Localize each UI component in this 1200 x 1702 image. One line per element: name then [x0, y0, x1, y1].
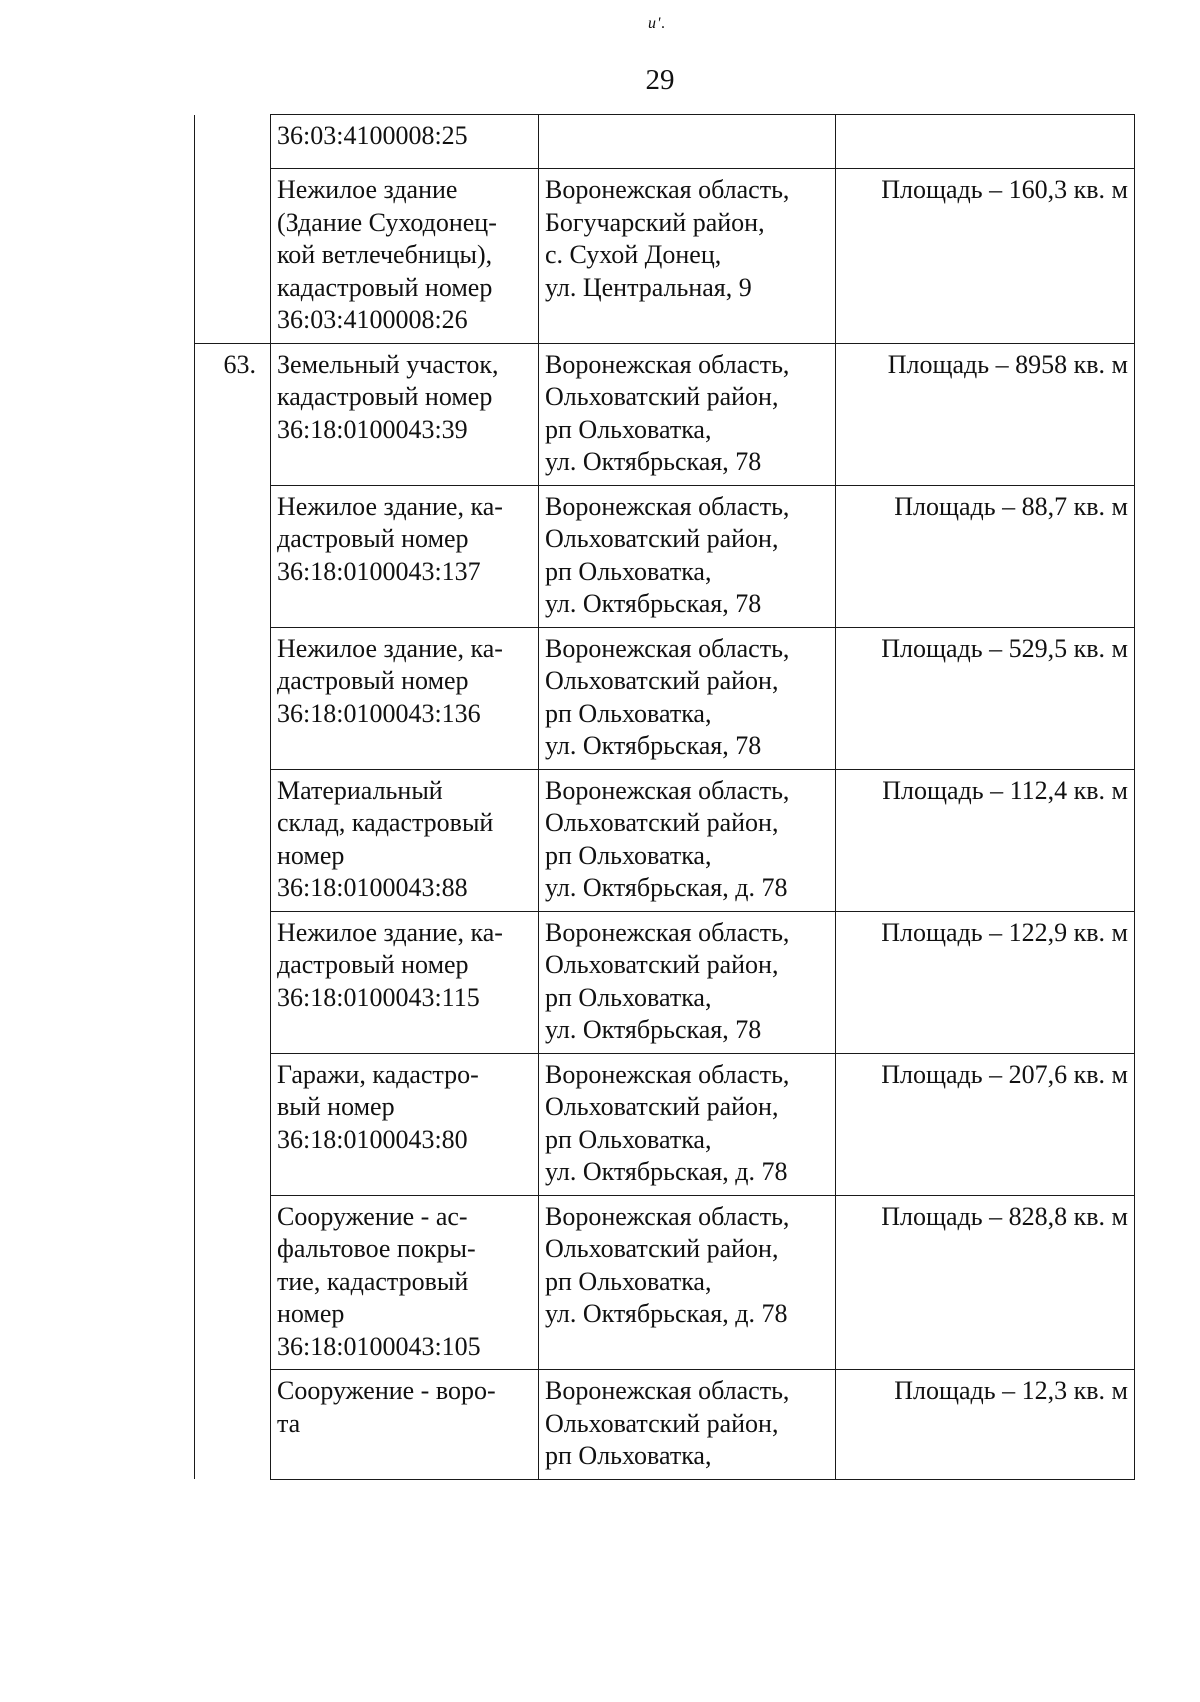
address-line: ул. Октябрьская, д. 78 [545, 873, 788, 902]
row-number-cell [195, 1195, 271, 1370]
address-line: Воронежская область, [545, 349, 790, 379]
address-line: с. Сухой Донец, [545, 240, 722, 269]
description-line: кадастровый номер [277, 272, 493, 302]
area-value: Площадь – 207,6 кв. м [881, 1059, 1128, 1089]
table-row [195, 485, 1135, 627]
address-line: Ольховатский район, [545, 524, 779, 553]
object-description-cell [271, 1195, 539, 1370]
description-line: 36:18:0100043:105 [277, 1331, 481, 1361]
description-line: дастровый номер [277, 524, 469, 553]
description-line: 36:18:0100043:80 [277, 1124, 468, 1154]
address-line: Ольховатский район, [545, 950, 779, 979]
row-number-cell [195, 115, 271, 169]
address-cell [539, 1370, 836, 1480]
registry-table-body [195, 115, 1135, 1480]
address-line: рп Ольховатка, [545, 556, 712, 586]
address-line: ул. Октябрьская, 78 [545, 1015, 762, 1044]
address-cell [539, 769, 836, 911]
address-line: Богучарский район, [545, 207, 765, 237]
description-line: Сооружение - воро- [277, 1376, 496, 1405]
address-cell [539, 115, 836, 169]
address-line: ул. Октябрьская, д. 78 [545, 1299, 788, 1328]
area-cell [836, 1053, 1135, 1195]
address-line: Воронежская область, [545, 775, 790, 805]
object-description-cell [271, 485, 539, 627]
description-line: та [277, 1408, 301, 1438]
address-cell [539, 627, 836, 769]
address-cell [539, 343, 836, 485]
address-line: ул. Октябрьская, 78 [545, 731, 762, 760]
table-row [195, 169, 1135, 344]
description-line: тие, кадастровый [277, 1266, 469, 1296]
area-cell [836, 343, 1135, 485]
description-line: вый номер [277, 1092, 395, 1121]
row-number-cell [195, 627, 271, 769]
description-line: (Здание Суходонец- [277, 207, 497, 237]
area-cell [836, 627, 1135, 769]
area-value: Площадь – 122,9 кв. м [881, 917, 1128, 947]
row-number-cell: 63. [195, 343, 271, 485]
handwritten-mark: и'. [648, 15, 667, 32]
description-line: дастровый номер [277, 666, 469, 695]
row-number-cell [195, 1370, 271, 1480]
table-row [195, 343, 1135, 485]
description-line: Сооружение - ас- [277, 1201, 468, 1231]
area-cell [836, 115, 1135, 169]
description-line: 36:18:0100043:136 [277, 698, 481, 728]
area-value: Площадь – 12,3 кв. м [894, 1376, 1128, 1405]
description-line: фальтовое покры- [277, 1234, 476, 1263]
address-line: Воронежская область, [545, 633, 790, 663]
area-value: Площадь – 8958 кв. м [887, 349, 1128, 379]
area-value: Площадь – 160,3 кв. м [881, 175, 1128, 204]
description-line: номер [277, 1299, 345, 1328]
table-row [195, 1195, 1135, 1370]
area-cell [836, 169, 1135, 344]
address-line: ул. Октябрьская, 78 [545, 447, 762, 476]
address-cell [539, 1053, 836, 1195]
address-line: Воронежская область, [545, 917, 790, 947]
table-row [195, 769, 1135, 911]
address-line: рп Ольховатка, [545, 1124, 712, 1154]
area-value: Площадь – 529,5 кв. м [881, 633, 1128, 663]
address-line: ул. Октябрьская, 78 [545, 589, 762, 618]
description-line: 36:18:0100043:115 [277, 982, 480, 1012]
address-line: рп Ольховатка, [545, 698, 712, 728]
address-line: ул. Центральная, 9 [545, 272, 752, 302]
description-line: Нежилое здание, ка- [277, 491, 503, 521]
description-line: 36:18:0100043:137 [277, 556, 481, 586]
address-line: Ольховатский район, [545, 666, 779, 695]
description-line: Нежилое здание, ка- [277, 633, 503, 663]
address-line: Ольховатский район, [545, 808, 779, 837]
description-line: Материальный [277, 775, 443, 805]
object-description-cell [271, 627, 539, 769]
description-line: Земельный участок, [277, 349, 499, 379]
address-line: Воронежская область, [545, 491, 790, 521]
object-description-cell [271, 343, 539, 485]
object-description-cell [271, 169, 539, 344]
address-line: Воронежская область, [545, 175, 790, 204]
description-line: кой ветлечебницы), [277, 240, 493, 269]
table-row [195, 627, 1135, 769]
area-cell [836, 1370, 1135, 1480]
address-line: Воронежская область, [545, 1201, 790, 1231]
description-line: 36:03:4100008:25 [277, 121, 468, 150]
area-cell [836, 485, 1135, 627]
row-number-cell [195, 485, 271, 627]
description-line: Нежилое здание, ка- [277, 917, 503, 947]
address-cell [539, 169, 836, 344]
description-line: кадастровый номер [277, 382, 493, 411]
address-line: рп Ольховатка, [545, 982, 712, 1012]
object-description-cell [271, 1053, 539, 1195]
description-line: Гаражи, кадастро- [277, 1059, 479, 1089]
description-line: 36:18:0100043:88 [277, 873, 468, 902]
description-line: 36:18:0100043:39 [277, 414, 468, 444]
object-description-cell [271, 769, 539, 911]
row-number-cell [195, 911, 271, 1053]
address-line: рп Ольховатка, [545, 1266, 712, 1296]
table-row [195, 115, 1135, 169]
row-number-cell [195, 769, 271, 911]
address-cell [539, 911, 836, 1053]
description-line: 36:03:4100008:26 [277, 305, 468, 334]
row-number-cell [195, 1053, 271, 1195]
address-line: рп Ольховатка, [545, 414, 712, 444]
description-line: склад, кадастровый [277, 808, 494, 837]
address-line: Ольховатский район, [545, 1408, 779, 1438]
description-line: дастровый номер [277, 950, 469, 979]
object-description-cell [271, 115, 539, 169]
address-cell [539, 1195, 836, 1370]
address-line: Ольховатский район, [545, 1234, 779, 1263]
object-description-cell [271, 911, 539, 1053]
area-cell [836, 769, 1135, 911]
address-cell [539, 485, 836, 627]
table-row [195, 1053, 1135, 1195]
address-line: Ольховатский район, [545, 1092, 779, 1121]
address-line: Воронежская область, [545, 1059, 790, 1089]
table-row [195, 1370, 1135, 1480]
object-description-cell [271, 1370, 539, 1480]
address-line: рп Ольховатка, [545, 1441, 712, 1470]
area-value: Площадь – 828,8 кв. м [881, 1201, 1128, 1231]
description-line: номер [277, 840, 345, 870]
description-line: Нежилое здание [277, 175, 458, 204]
address-line: Ольховатский район, [545, 382, 779, 411]
property-registry-table [194, 114, 1135, 1480]
address-line: ул. Октябрьская, д. 78 [545, 1157, 788, 1186]
area-cell [836, 1195, 1135, 1370]
area-value: Площадь – 88,7 кв. м [894, 491, 1128, 521]
row-number-cell [195, 169, 271, 344]
table-row [195, 911, 1135, 1053]
address-line: Воронежская область, [545, 1376, 790, 1405]
area-cell [836, 911, 1135, 1053]
page-number: 29 [645, 64, 675, 96]
area-value: Площадь – 112,4 кв. м [882, 775, 1128, 805]
address-line: рп Ольховатка, [545, 840, 712, 870]
